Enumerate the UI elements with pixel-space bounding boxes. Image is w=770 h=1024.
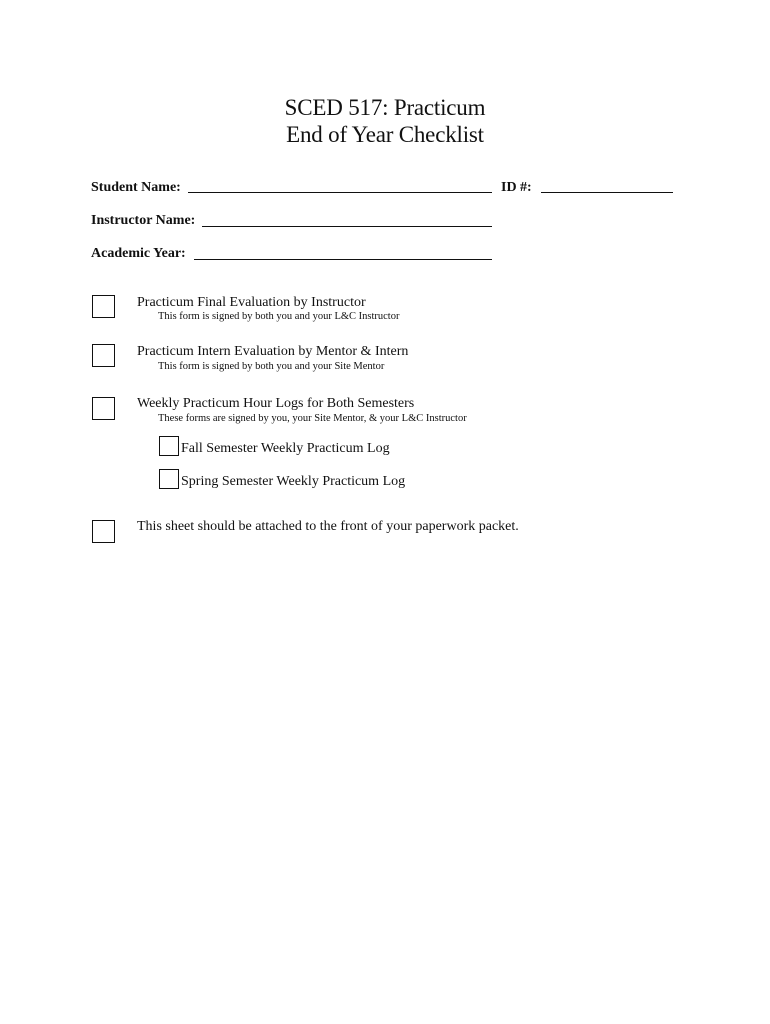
item-attach-sheet-title: This sheet should be attached to the front of your paperwork packet. (137, 519, 519, 534)
instructor-name-label: Instructor Name: (91, 213, 196, 228)
spring-semester-log-label: Spring Semester Weekly Practicum Log (181, 474, 406, 489)
item-final-evaluation-note: This form is signed by both you and your L&C Instructor (158, 311, 400, 322)
instructor-name-field[interactable] (202, 226, 492, 227)
item-intern-evaluation-note: This form is signed by both you and your Site Mentor (158, 361, 385, 372)
id-field[interactable] (541, 192, 673, 193)
fall-semester-log-label: Fall Semester Weekly Practicum Log (181, 441, 390, 456)
item-intern-evaluation-title: Practicum Intern Evaluation by Mentor & Intern (137, 344, 409, 359)
student-name-label: Student Name: (91, 180, 181, 195)
student-name-field[interactable] (188, 192, 492, 193)
item-final-evaluation-title: Practicum Final Evaluation by Instructor (137, 295, 366, 310)
academic-year-label: Academic Year: (91, 246, 186, 261)
checkbox-intern-evaluation[interactable] (92, 344, 115, 367)
item-weekly-hour-logs-note: These forms are signed by you, your Site Mentor, & your L&C Instructor (158, 413, 467, 424)
checkbox-final-evaluation[interactable] (92, 295, 115, 318)
form-title-line1: SCED 517: Practicum (284, 95, 486, 120)
id-label: ID #: (501, 180, 532, 195)
checkbox-fall-semester-log[interactable] (159, 436, 179, 456)
item-weekly-hour-logs-title: Weekly Practicum Hour Logs for Both Semesters (137, 396, 415, 411)
academic-year-field[interactable] (194, 259, 492, 260)
checkbox-spring-semester-log[interactable] (159, 469, 179, 489)
checkbox-weekly-hour-logs[interactable] (92, 397, 115, 420)
checkbox-attach-sheet[interactable] (92, 520, 115, 543)
form-title-line2: End of Year Checklist (286, 122, 484, 147)
